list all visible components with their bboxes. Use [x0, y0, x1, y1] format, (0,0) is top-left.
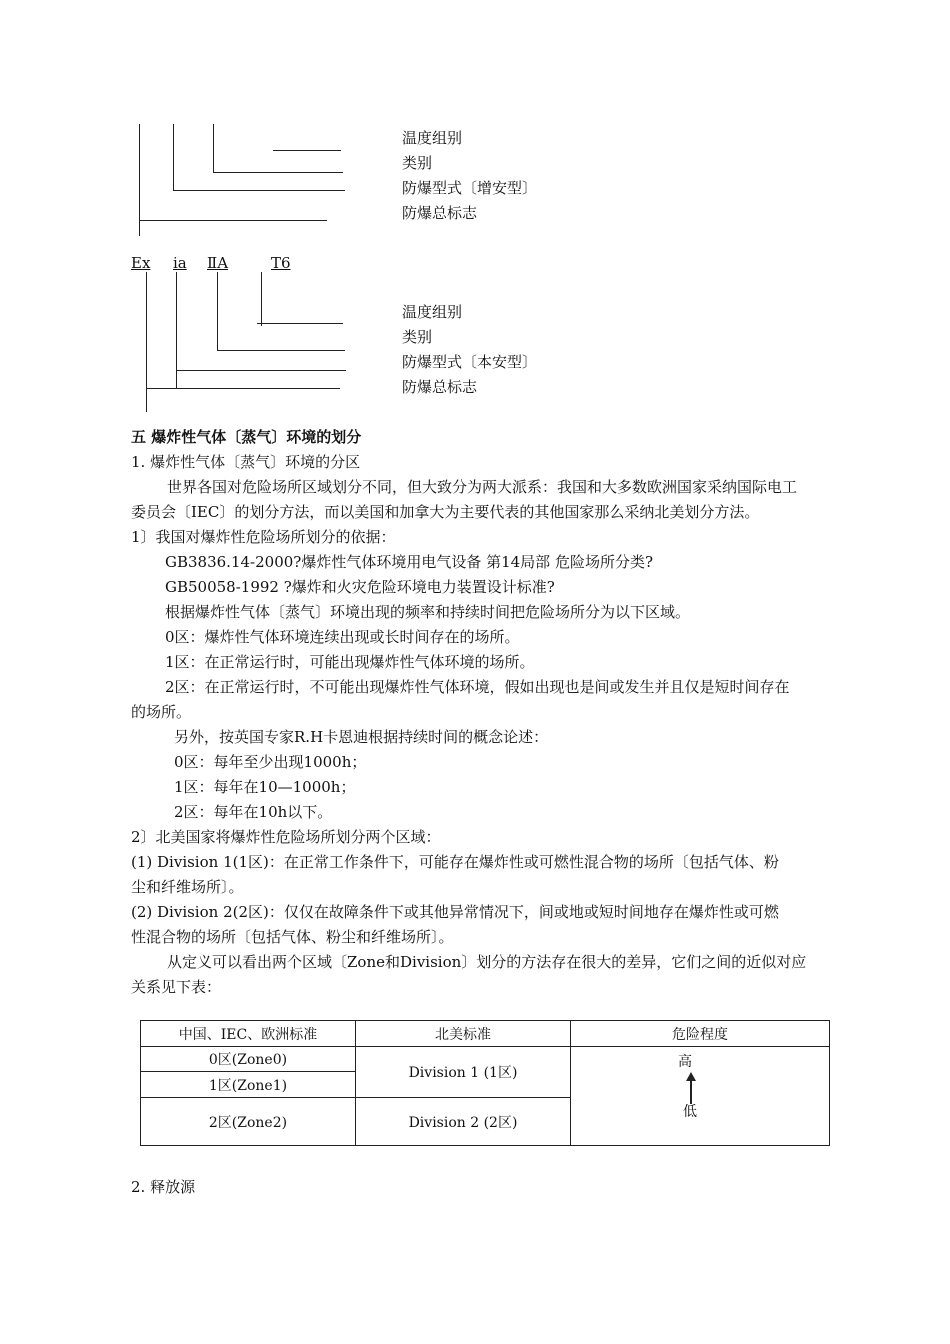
arrow-shaft [690, 1076, 692, 1104]
diagram2-line [176, 370, 346, 371]
diagram1-line [173, 190, 345, 191]
table-cell: 1区(Zone1) [141, 1072, 356, 1098]
diagram2-line [146, 272, 147, 412]
diagram2-line [261, 272, 262, 326]
diagram2-label-category: 类别 [402, 328, 433, 346]
diagram2-line [146, 388, 340, 389]
comparison-table [140, 1020, 830, 1146]
paragraph: 从定义可以看出两个区域〔Zone和Division〕划分的方法存在很大的差异，它们之间的近似对应 [167, 953, 807, 971]
diagram2-line [217, 350, 345, 351]
table-header: 北美标准 [356, 1021, 571, 1047]
diagram2-line [257, 323, 343, 324]
table-header: 中国、IEC、欧洲标准 [141, 1021, 356, 1047]
table-header: 危险程度 [571, 1021, 830, 1047]
table-cell: Division 2 (2区) [356, 1098, 571, 1146]
zone-hours: 1区：每年在10—1000h； [174, 778, 356, 796]
list-item: 2〕北美国家将爆炸性危险场所划分两个区域： [131, 828, 441, 846]
marking-ia: ia [173, 254, 187, 272]
list-item: 1〕我国对爆炸性危险场所划分的依据： [131, 528, 396, 546]
diagram1-line [273, 150, 341, 151]
division-definition: 尘和纤维场所〕。 [131, 878, 244, 896]
marking-group: ⅡA [207, 254, 229, 272]
diagram2-line [217, 272, 218, 350]
zone-definition: 的场所。 [131, 703, 192, 721]
diagram1-line [139, 220, 327, 221]
risk-high: 高 [678, 1054, 692, 1070]
table-cell: 2区(Zone2) [141, 1098, 356, 1146]
zone-hours: 0区：每年至少出现1000h； [174, 753, 367, 771]
paragraph: 委员会〔IEC〕的划分方法，而以美国和加拿大为主要代表的其他国家那么采纳北美划分方法。 [131, 503, 760, 521]
diagram1-label-temperature: 温度组别 [402, 129, 463, 147]
subheading-release-source: 2. 释放源 [131, 1178, 196, 1196]
zone-hours: 2区：每年在10h以下。 [174, 803, 333, 821]
division-definition: (2) Division 2(2区)：仅仅在故障条件下或其他异常情况下，间或地或短时间地存在爆炸性或可燃 [131, 903, 779, 921]
zone-definition: 0区：爆炸性气体环境连续出现或长时间存在的场所。 [165, 628, 520, 646]
marking-ex: Ex [131, 254, 151, 272]
marking-temp: T6 [271, 254, 291, 272]
table-cell: Division 1 (1区) [356, 1047, 571, 1098]
diagram2-label-mark: 防爆总标志 [402, 378, 478, 396]
paragraph: 世界各国对危险场所区域划分不同，但大致分为两大派系：我国和大多数欧洲国家采纳国际电工 [167, 478, 798, 496]
standard-ref: GB3836.14-2000?爆炸性气体环境用电气设备 第14局部 危险场所分类? [165, 553, 653, 571]
diagram1-line [173, 124, 174, 190]
zone-definition: 1区：在正常运行时，可能出现爆炸性气体环境的场所。 [165, 653, 535, 671]
paragraph: 根据爆炸性气体〔蒸气〕环境出现的频率和持续时间把危险场所分为以下区域。 [165, 603, 691, 621]
diagram1-label-mark: 防爆总标志 [402, 204, 478, 222]
diagram1-line [213, 124, 214, 172]
diagram1-line [213, 172, 343, 173]
risk-low: 低 [683, 1104, 697, 1120]
division-definition: (1) Division 1(1区)：在正常工作条件下，可能存在爆炸性或可燃性混合物的场所〔包括气体、粉 [131, 853, 779, 871]
division-definition: 性混合物的场所〔包括气体、粉尘和纤维场所〕。 [131, 928, 454, 946]
diagram1-label-type: 防爆型式〔增安型〕 [402, 179, 538, 197]
diagram1-label-category: 类别 [402, 154, 433, 172]
standard-ref: GB50058-1992 ?爆炸和火灾危险环境电力装置设计标准? [165, 578, 555, 596]
zone-definition: 2区：在正常运行时，不可能出现爆炸性气体环境，假如出现也是间或发生并且仅是短时间存在 [165, 678, 790, 696]
subheading-zones: 1. 爆炸性气体〔蒸气〕环境的分区 [131, 453, 361, 471]
diagram2-label-type: 防爆型式〔本安型〕 [402, 353, 538, 371]
section-heading: 五 爆炸性气体〔蒸气〕环境的划分 [131, 428, 362, 446]
paragraph: 关系见下表： [131, 978, 222, 996]
table-cell: 0区(Zone0) [141, 1047, 356, 1072]
paragraph: 另外，按英国专家R.H卡恩迪根据持续时间的概念论述： [174, 728, 549, 746]
diagram2-label-temperature: 温度组别 [402, 303, 463, 321]
risk-cell [571, 1047, 830, 1146]
